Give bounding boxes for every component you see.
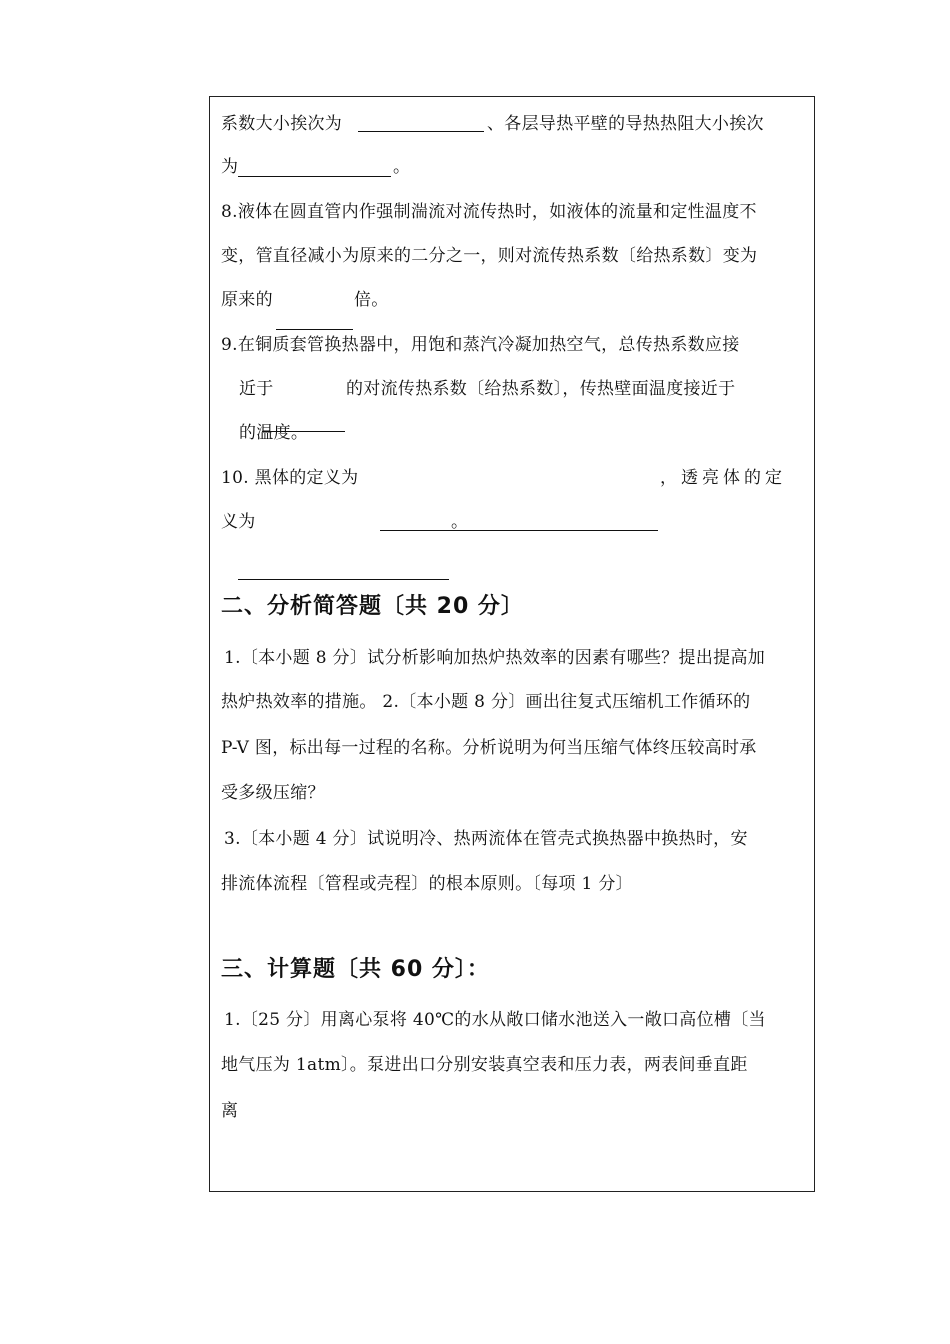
q8-blank: [276, 329, 353, 330]
q10-line2-text-b: 。: [451, 512, 469, 532]
section2-p2-line1: 3.〔本小题 4 分〕试说明冷、热两流体在管壳式换热器中换热时，安: [224, 829, 748, 849]
q7-line2-text-a: 为: [221, 157, 239, 177]
q8-line3-text-b: 倍。: [354, 290, 389, 310]
q10-blank-1: [380, 530, 658, 531]
q7-line1-text-b: 、各层导热平壁的导热热阻大小挨次: [487, 114, 764, 134]
q8-line1: 8.液体在圆直管内作强制湍流对流传热时，如液体的流量和定性温度不: [221, 202, 757, 222]
q10-line1-text-b: ，透亮体的定: [660, 468, 786, 488]
q10-line1-text-a: 10. 黑体的定义为: [221, 468, 359, 488]
q9-line2-text-b: 的对流传热系数〔给热系数〕，传热壁面温度接近于: [346, 379, 736, 399]
section3-p1-line1: 1.〔25 分〕用离心泵将 40℃的水从敞口储水池送入一敞口高位槽〔当: [224, 1010, 766, 1030]
q9-line3: 的温度。: [239, 423, 309, 443]
q8-line2: 变，管直径减小为原来的二分之一，则对流传热系数〔给热系数〕变为: [221, 246, 758, 266]
q7-line1-text-a: 系数大小挨次为: [221, 114, 343, 134]
q7-blank-1: [358, 131, 484, 132]
q9-line2-text-a: 近于: [239, 379, 274, 399]
section3-p1-line2: 地气压为 1atm〕。泵进出口分别安装真空表和压力表，两表间垂直距: [221, 1055, 748, 1075]
q9-blank: [262, 431, 345, 432]
section2-p1-line2: 热炉热效率的措施。 2.〔本小题 8 分〕画出往复式压缩机工作循环的: [221, 692, 751, 712]
q7-blank-2: [238, 176, 391, 177]
section2-p1-line1: 1.〔本小题 8 分〕试分析影响加热炉热效率的因素有哪些？提出提高加: [224, 648, 766, 668]
q10-line2-text-a: 义为: [221, 512, 256, 532]
section3-p1-line3: 离: [221, 1101, 239, 1121]
q8-line3-text-a: 原来的: [221, 290, 273, 310]
q9-line1: 9.在铜质套管换热器中，用饱和蒸汽冷凝加热空气，总传热系数应接: [221, 335, 740, 355]
section2-p2-line2: 排流体流程〔管程或壳程〕的根本原则。〔每项 1 分〕: [221, 874, 633, 894]
section2-title: 二、分析简答题〔共 20 分〕: [221, 594, 524, 619]
section2-p1-line3: P-V 图，标出每一过程的名称。分析说明为何当压缩气体终压较高时承: [221, 738, 757, 758]
q10-blank-2: [238, 579, 449, 580]
section2-p1-line4: 受多级压缩？: [221, 783, 325, 803]
q7-line2-text-b: 。: [393, 157, 411, 177]
section3-title: 三、计算题〔共 60 分〕：: [221, 957, 490, 982]
